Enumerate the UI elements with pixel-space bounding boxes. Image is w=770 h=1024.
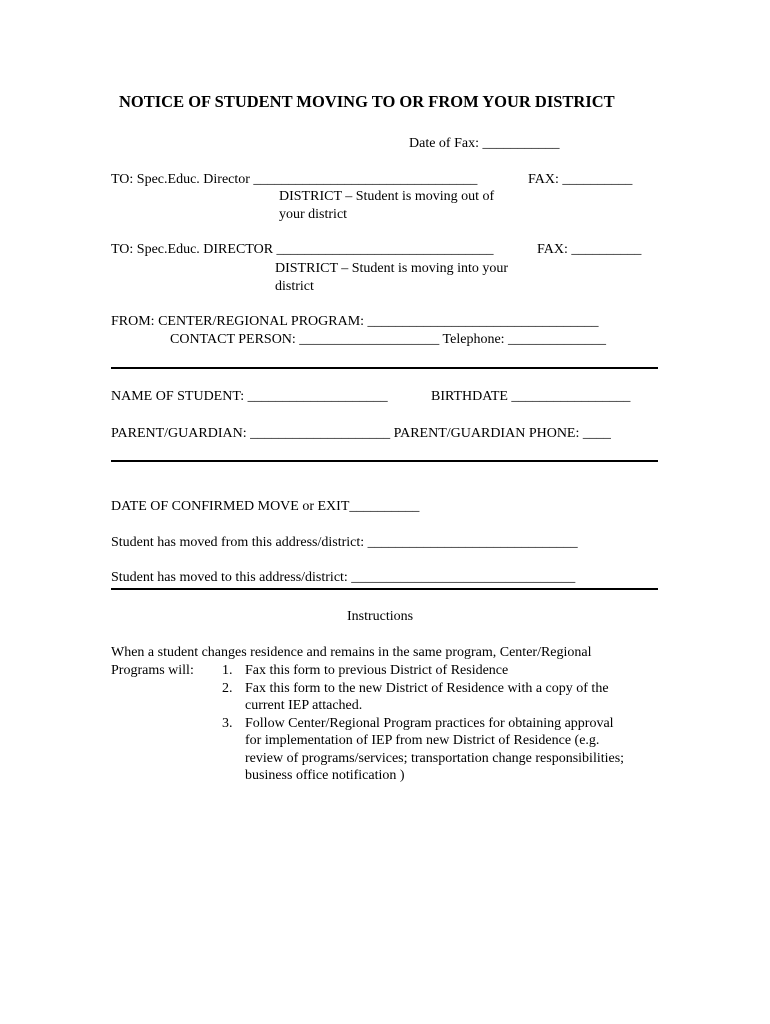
divider-top [111, 367, 658, 369]
incoming-district-note-2: district [275, 279, 314, 294]
birthdate-field[interactable]: BIRTHDATE _________________ [431, 389, 631, 404]
instruction-number: 3. [222, 715, 233, 731]
instruction-line: Follow Center/Regional Program practices for obtaining approval [245, 715, 614, 731]
instruction-line: Fax this form to previous District of Residence [245, 663, 509, 678]
instruction-line: Fax this form to the new District of Residence with a copy of the [245, 680, 609, 696]
moved-from-field[interactable]: Student has moved from this address/district: ______________________________ [111, 535, 578, 550]
to-outgoing-director-field[interactable]: TO: Spec.Educ. Director ________________________________ [111, 172, 478, 187]
instruction-item [222, 680, 624, 715]
to-outgoing-fax-field[interactable]: FAX: __________ [528, 172, 633, 187]
instructions-heading: Instructions [347, 609, 414, 624]
divider-bottom [111, 588, 658, 590]
from-program-field[interactable]: FROM: CENTER/REGIONAL PROGRAM: _________________________________ [111, 314, 599, 329]
student-name-field[interactable]: NAME OF STUDENT: ____________________ [111, 389, 388, 404]
instruction-number: 1. [222, 663, 233, 678]
incoming-district-note-1: DISTRICT – Student is moving into your [275, 261, 509, 276]
outgoing-district-note-2: your district [279, 207, 348, 222]
date-of-fax-field[interactable]: Date of Fax: ___________ [409, 136, 560, 151]
parent-guardian-field[interactable]: PARENT/GUARDIAN: ____________________ PARENT/GUARDIAN PHONE: ____ [111, 426, 611, 441]
instruction-number: 2. [222, 680, 233, 696]
to-incoming-director-field[interactable]: TO: Spec.Educ. DIRECTOR _______________________________ [111, 242, 494, 257]
to-incoming-fax-field[interactable]: FAX: __________ [537, 242, 642, 257]
outgoing-district-note-1: DISTRICT – Student is moving out of [279, 189, 495, 204]
instruction-line: review of programs/services; transportation change responsibilities; [245, 750, 625, 766]
divider-middle [111, 460, 658, 462]
instruction-item [222, 715, 624, 785]
instruction-line: current IEP attached. [245, 698, 363, 713]
contact-person-field[interactable]: CONTACT PERSON: ____________________ Telephone: ______________ [170, 332, 607, 347]
instruction-line: for implementation of IEP from new District of Residence (e.g. [245, 733, 600, 748]
form-title: NOTICE OF STUDENT MOVING TO OR FROM YOUR DISTRICT [119, 92, 615, 111]
instructions-intro-1: When a student changes residence and remains in the same program, Center/Regional [111, 645, 592, 660]
instruction-line: business office notification ) [245, 768, 405, 783]
instructions-list [222, 662, 624, 785]
move-date-field[interactable]: DATE OF CONFIRMED MOVE or EXIT__________ [111, 499, 420, 514]
moved-to-field[interactable]: Student has moved to this address/district: ________________________________ [111, 570, 576, 585]
instructions-intro-2: Programs will: [111, 663, 194, 678]
instruction-item [222, 662, 624, 680]
